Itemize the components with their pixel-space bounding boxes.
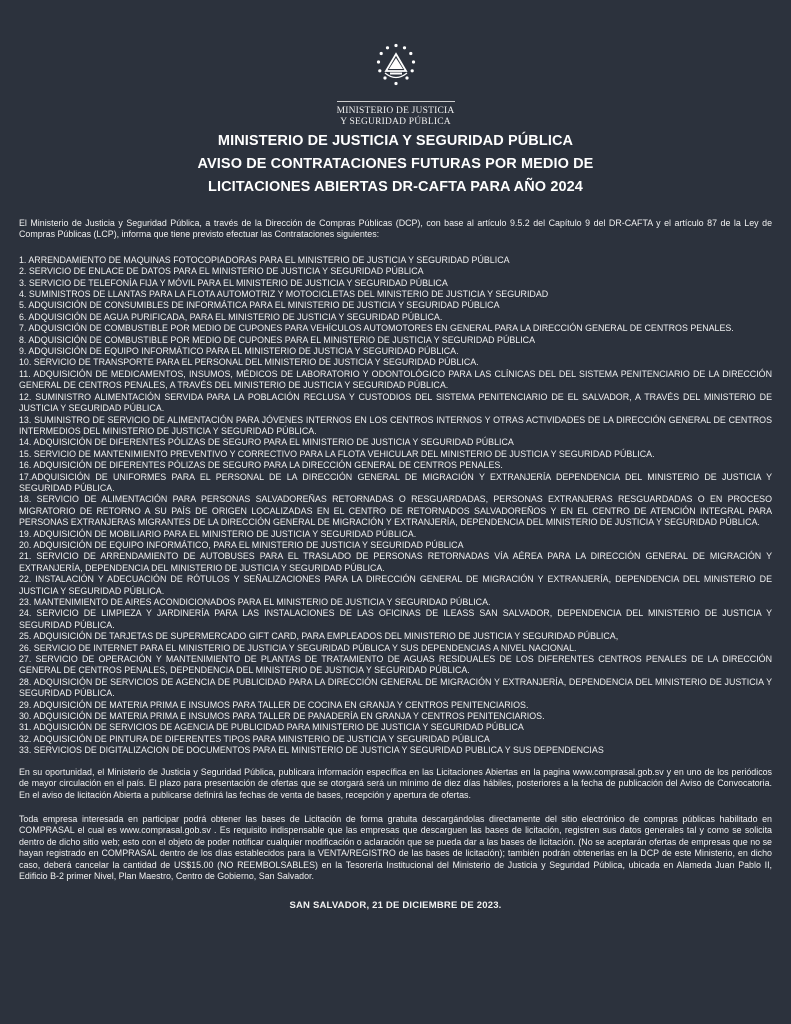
list-item: 4. SUMINISTROS DE LLANTAS PARA LA FLOTA AUTOMOTRIZ Y MOTOCICLETAS DEL MINISTERIO DE JUSTICIA Y SEGURIDAD	[19, 289, 549, 300]
list-item: 3. SERVICIO DE TELEFONÍA FIJA Y MÓVIL PARA EL MINISTERIO DE JUSTICIA Y SEGURIDAD PÚBLICA	[19, 277, 448, 288]
list-item: 1. ARRENDAMIENTO DE MAQUINAS FOTOCOPIADORAS PARA EL MINISTERIO DE JUSTICIA Y SEGURIDAD PÚBLICA	[19, 254, 510, 265]
list-item: 6. ADQUISICIÓN DE AGUA PURIFICADA, PARA EL MINISTERIO DE JUSTICIA Y SEGURIDAD PÚBLICA.	[19, 311, 443, 322]
list-item: 33. SERVICIOS DE DIGITALIZACION DE DOCUMENTOS PARA EL MINISTERIO DE JUSTICIA Y SEGURIDAD PUBLICA Y SUS DEPENDENCIAS	[19, 745, 604, 756]
date-signature-line: SAN SALVADOR, 21 DE DICIEMBRE DE 2023.	[289, 900, 502, 912]
list-item: 31. ADQUISICIÓN DE SERVICIOS DE AGENCIA DE PUBLICIDAD PARA MINISTERIO DE JUSTICIA Y SEGURIDAD PÚBLICA	[19, 722, 524, 733]
list-item: 30. ADQUISICIÓN DE MATERIA PRIMA E INSUMOS PARA TALLER DE PANADERÍA EN GRANJA Y CENTROS PENITENCIARIOS.	[19, 711, 545, 722]
list-item: 11. ADQUISICIÓN DE MEDICAMENTOS, INSUMOS, MÉDICOS DE LABORATORIO Y ODONTOLÓGICO PARA LAS CLÍNICAS DEL DEL SISTEMA PENITENCIARIO DE LA DIRECCIÓN GENERAL DE CENTROS PENALES, A TRAVÉS DEL MINISTERIO DE JUSTICIA Y SEGURIDAD PÚBLICA.	[19, 368, 772, 391]
list-item: 28. ADQUISICIÓN DE SERVICIOS DE AGENCIA DE PUBLICIDAD PARA LA DIRECCIÓN GENERAL DE MIGRACIÓN Y EXTRANJERÍA, DEPENDENCIA DEL MINISTERIO DE JUSTICIA Y SEGURIDAD PÚBLICA.	[19, 676, 772, 699]
list-item: 32. ADQUISICIÓN DE PINTURA DE DIFERENTES TIPOS PARA MINISTERIO DE JUSTICIA Y SEGURIDAD PÚBLICA	[19, 733, 490, 744]
document-title	[0, 130, 791, 199]
coat-of-arms-icon	[373, 42, 419, 88]
list-item: 24. SERVICIO DE LIMPIEZA Y JARDINERÍA PARA LAS INSTALACIONES DE LAS OFICINAS DE ILEASS SAN SALVADOR, DEPENDENCIA DEL MINISTERIO DE JUSTICIA Y SEGURIDAD PÚBLICA.	[19, 608, 772, 630]
list-item: 7. ADQUISICIÓN DE COMBUSTIBLE POR MEDIO DE CUPONES PARA VEHÍCULOS AUTOMOTORES EN GENERAL PARA LA DIRECCIÓN GENERAL DE CENTROS PENALES.	[19, 323, 734, 334]
title-line-2: AVISO DE CONTRATACIONES FUTURAS POR MEDIO DE	[197, 156, 594, 172]
empresa-paragraph: Toda empresa interesada en participar podrá obtener las bases de Licitación de forma gratuita descargándolas directamente del sitio electrónico de compras públicas habilitado en COMPRASAL el cual es www.comprasal.gob.sv . Es requisito indispensable que las empresas que descarguen las bases de licitación, registren sus datos generales tal y como se solicita dentro de dicho sitio web; esto con el objeto de poder notificar cualquier modificación o aclaración que se pueda dar a las bases de licitación. (No se aceptarán ofertas de empresas que no se hayan registrado en COMPRASAL dentro de los días establecidos para la VENTA/REGISTRO de las bases de licitación); también podrán obtenerlas en la DCP de este Ministerio, en dicho caso, deberá cancelar la cantidad de US$15.00 (NO REEMBOLSABLES) en la Tesorería Institucional del Ministerio de Justicia y Seguridad Pública, ubicada en Alameda Juan Pablo II, Edificio B-2 primer Nivel, Plan Maestro, Centro de Gobierno, San Salvador.	[19, 813, 772, 881]
list-item: 15. SERVICIO DE MANTENIMIENTO PREVENTIVO Y CORRECTIVO PARA LA FLOTA VEHICULAR DEL MINISTERIO DE JUSTICIA Y SEGURIDAD PÚBLICA.	[19, 448, 655, 459]
document-body	[19, 218, 772, 911]
list-item: 21. SERVICIO DE ARRENDAMIENTO DE AUTOBUSES PARA EL TRASLADO DE PERSONAS RETORNADAS VÍA AÉREA PARA LA DIRECCIÓN GENERAL DE MIGRACIÓN Y EXTRANJERÍA, DEPENDENCIA DEL MINISTERIO DE JUSTICIA Y SEGURIDAD PÚBLICA.	[19, 551, 772, 573]
oportunidad-paragraph: En su oportunidad, el Ministerio de Justicia y Seguridad Pública, publicara información específica en las Licitaciones Abiertas en la pagina www.comprasal.gob.sv y en uno de los periódicos de mayor circulación en el país. El plazo para presentación de ofertas que se otorgará será un mínimo de diez días hábiles, posteriores a la fecha de publicación del Aviso de Convocatoria. En el aviso de licitación Abierta a publicarse definirá las fechas de venta de bases, recepción y apertura de ofertas.	[19, 766, 772, 800]
org-name-line-1: MINISTERIO DE JUSTICIA	[336, 106, 455, 116]
list-item: 2. SERVICIO DE ENLACE DE DATOS PARA EL MINISTERIO DE JUSTICIA Y SEGURIDAD PÚBLICA	[19, 266, 424, 277]
list-item: 19. ADQUISICIÓN DE MOBILIARIO PARA EL MINISTERIO DE JUSTICIA Y SEGURIDAD PÚBLICA.	[19, 528, 417, 539]
list-item: 22. INSTALACIÓN Y ADECUACIÓN DE RÓTULOS Y SEÑALIZACIONES PARA LA DIRECCIÓN GENERAL DE MIGRACIÓN Y EXTRANJERÍA, DEPENDENCIA DEL MINISTERIO DE JUSTICIA Y SEGURIDAD PÚBLICA.	[19, 574, 772, 596]
logo-divider	[337, 101, 455, 102]
list-item: 5. ADQUISICIÓN DE CONSUMIBLES DE INFORMÁTICA PARA EL MINISTERIO DE JUSTICIA Y SEGURIDAD PÚBLICA	[19, 300, 500, 311]
list-item: 25. ADQUISICIÓN DE TARJETAS DE SUPERMERCADO GIFT CARD, PARA EMPLEADOS DEL MINISTERIO DE JUSTICIA Y SEGURIDAD PÚBLICA,	[19, 631, 619, 642]
org-name-line-2: Y SEGURIDAD PÚBLICA	[340, 117, 451, 127]
list-item: 8. ADQUISICIÓN DE COMBUSTIBLE POR MEDIO DE CUPONES PARA EL MINISTERIO DE JUSTICIA Y SEGURIDAD PÚBLICA	[19, 334, 536, 345]
list-item: 13. SUMINISTRO DE SERVICIO DE ALIMENTACIÓN PARA JÓVENES INTERNOS EN LOS CENTROS INTERNOS Y OTRAS ACTIVIDADES DE LA DIRECCIÓN GENERAL DE CENTROS INTERMEDIOS DEL MINISTERIO DE JUSTICIA Y SEGURIDAD PÚBLICA.	[19, 414, 772, 436]
list-item: 20. ADQUISICIÓN DE EQUIPO INFORMÁTICO, PARA EL MINISTERIO DE JUSTICIA Y SEGURIDAD PÚBLICA	[19, 539, 464, 550]
list-item: 27. SERVICIO DE OPERACIÓN Y MANTENIMIENTO DE PLANTAS DE TRATAMIENTO DE AGUAS RESIDUALES DE LOS DIFERENTES CENTROS PENALES DE LA DIRECCIÓN GENERAL DE CENTROS PENALES, DEPENDENCIA DEL MINISTERIO DE JUSTICIA Y SEGURIDAD PÚBLICA.	[19, 654, 772, 676]
list-item: 29. ADQUISICIÓN DE MATERIA PRIMA E INSUMOS PARA TALLER DE COCINA EN GRANJA Y CENTROS PENITENCIARIOS.	[19, 699, 529, 710]
list-item: 12. SUMINISTRO ALIMENTACIÓN SERVIDA PARA LA POBLACIÓN RECLUSA Y CUSTODIOS DEL SISTEMA PENITENCIARIO DE EL SALVADOR, A TRAVÉS DEL MINISTERIO DE JUSTICIA Y SEGURIDAD PÚBLICA.	[19, 391, 772, 414]
title-line-3: LICITACIONES ABIERTAS DR-CAFTA PARA AÑO 2024	[208, 179, 583, 195]
list-item: 16. ADQUISICIÓN DE DIFERENTES PÓLIZAS DE SEGURO PARA LA DIRECCIÓN GENERAL DE CENTROS PENALES.	[19, 460, 503, 471]
list-item: 23. MANTENIMIENTO DE AIRES ACONDICIONADOS PARA EL MINISTERIO DE JUSTICIA Y SEGURIDAD PÚBLICA.	[19, 597, 491, 607]
list-item: 18. SERVICIO DE ALIMENTACIÓN PARA PERSONAS SALVADOREÑAS RETORNADAS O RESGUARDADAS, PERSONAS EXTRANJERAS RESGUARDADAS O EN PROCESO MIGRATORIO DE RETORNO A SU PAÍS DE ORIGEN LOCALIZADAS EN EL CENTRO DE RETORNADOS SALVADOREÑOS Y EN EL CENTRO DE ATENCIÓN INTEGRAL PARA PERSONAS EXTRANJERAS MIGRANTES DE LA DIRECCIÓN GENERAL DE MIGRACIÓN Y EXTRANJERÍA, DEPENDENCIA DEL MINISTERIO DE JUSTICIA Y SEGURIDAD PÚBLICA.	[19, 494, 772, 528]
header-logo	[0, 42, 791, 128]
list-item: 17.ADQUISICIÓN DE UNIFORMES PARA EL PERSONAL DE LA DIRECCIÓN GENERAL DE MIGRACIÓN Y EXTRANJERÍA DEPENDENCIA DEL MINISTERIO DE JUSTICIA Y SEGURIDAD PÚBLICA.	[19, 471, 772, 493]
procurement-list	[19, 255, 772, 757]
list-item: 9. ADQUISICIÓN DE EQUIPO INFORMÁTICO PARA EL MINISTERIO DE JUSTICIA Y SEGURIDAD PÚBLICA.	[19, 346, 459, 357]
title-line-1: MINISTERIO DE JUSTICIA Y SEGURIDAD PÚBLICA	[217, 133, 574, 149]
list-item: 10. SERVICIO DE TRANSPORTE PARA EL PERSONAL DEL MINISTERIO DE JUSTICIA Y SEGURIDAD PÚBLICA.	[19, 357, 479, 368]
list-item: 26. SERVICIO DE INTERNET PARA EL MINISTERIO DE JUSTICIA Y SEGURIDAD PÚBLICA Y SUS DEPENDENCIAS A NIVEL NACIONAL.	[19, 642, 577, 653]
list-item: 14. ADQUISICIÓN DE DIFERENTES PÓLIZAS DE SEGURO PARA EL MINISTERIO DE JUSTICIA Y SEGURIDAD PÚBLICA	[19, 437, 514, 448]
intro-paragraph: El Ministerio de Justicia y Seguridad Pública, a través de la Dirección de Compras Públicas (DCP), con base al artículo 9.5.2 del Capítulo 9 del DR-CAFTA y el artículo 87 de la Ley de Compras Públicas (LCP), informa que tiene previsto efectuar las Contrataciones siguientes:	[19, 218, 772, 240]
